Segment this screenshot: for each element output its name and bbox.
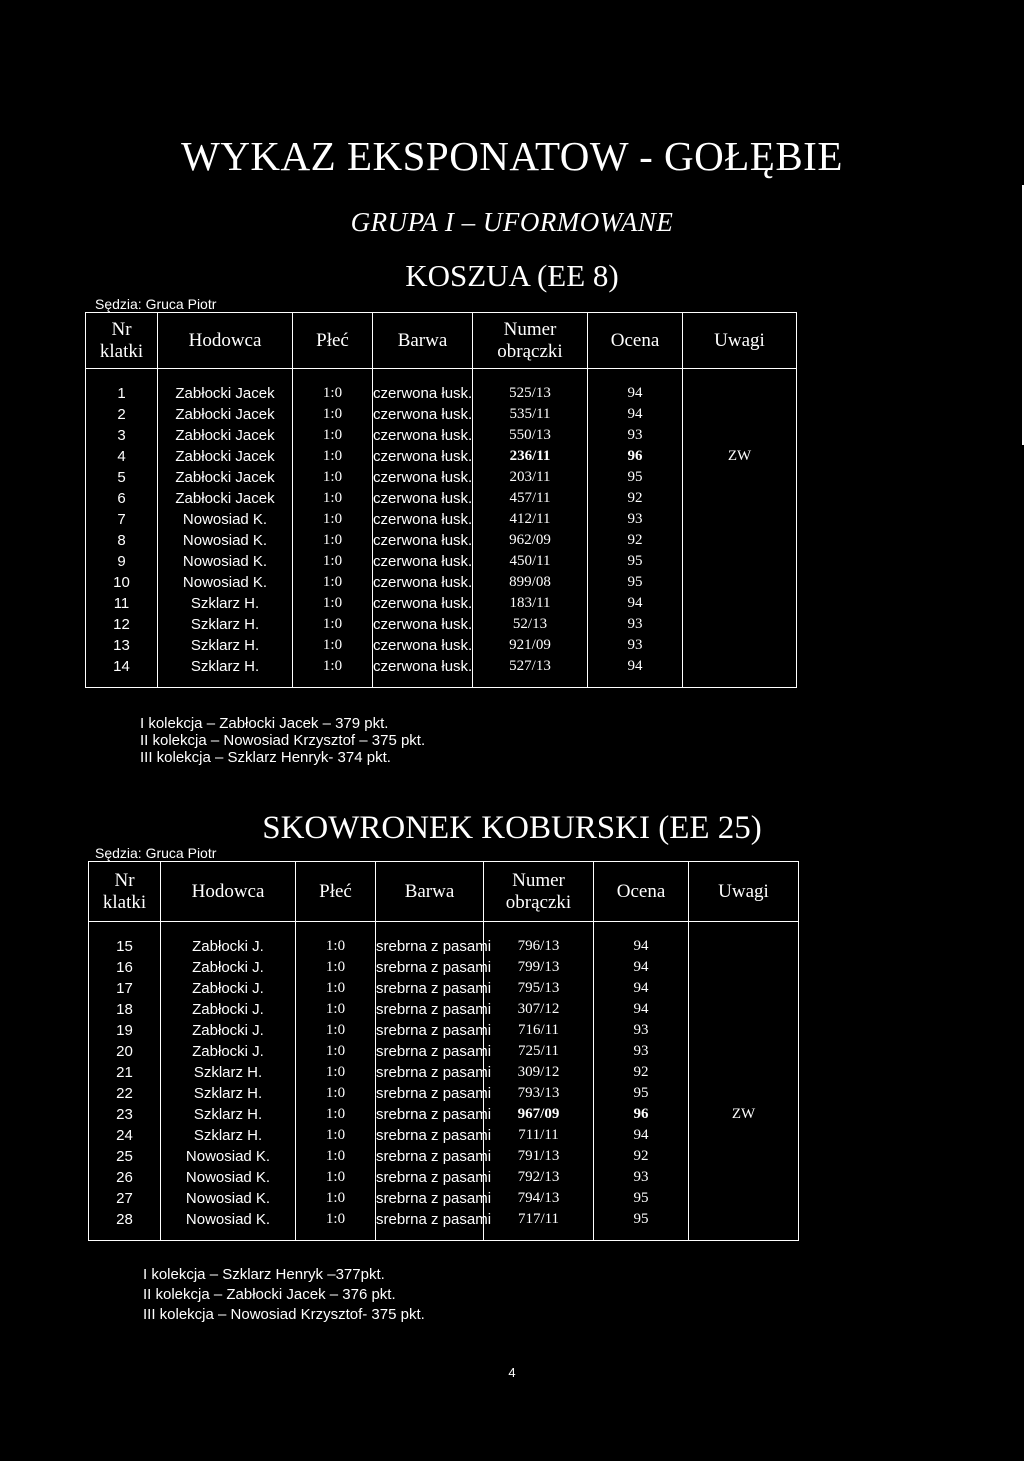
- table-cell-numer: 457/11: [473, 488, 588, 509]
- table-cell-nr: 2: [86, 404, 158, 425]
- table-cell-hodowca: Nowosiad K.: [161, 1188, 296, 1209]
- table-row: [89, 1209, 799, 1230]
- table-cell-barwa: srebrna z pasami: [376, 1169, 492, 1186]
- table-cell-uwagi: [689, 1167, 799, 1188]
- table-cell-barwa: czerwona łusk.: [373, 490, 473, 507]
- table-row: [89, 1125, 799, 1146]
- table-spacer-row: [86, 677, 797, 688]
- table-cell-nr: 13: [86, 635, 158, 656]
- exhibit-table-skowronek: [88, 861, 799, 1241]
- header-numer-obraczki: Numer obrączki: [484, 862, 594, 922]
- header-uwagi: Uwagi: [689, 862, 799, 922]
- table-cell-nr: 21: [89, 1062, 161, 1083]
- table-cell-numer: 525/13: [473, 383, 588, 404]
- table-row: [86, 530, 797, 551]
- table-cell-uwagi: [683, 635, 797, 656]
- document-title: WYKAZ EKSPONATOW - GOŁĘBIE: [181, 133, 843, 179]
- table-cell-hodowca: Szklarz H.: [161, 1083, 296, 1104]
- table-cell-uwagi: [689, 1146, 799, 1167]
- table-cell-barwa: srebrna z pasami: [376, 1085, 492, 1102]
- table-cell-barwa: srebrna z pasami: [376, 959, 492, 976]
- table-cell-barwa: srebrna z pasami: [376, 1190, 492, 1207]
- table-row: [86, 383, 797, 404]
- table-cell-plec: 1:0: [296, 1104, 376, 1125]
- table-cell-ocena: 93: [594, 1020, 689, 1041]
- table-cell-uwagi: [683, 656, 797, 677]
- table-cell-barwa: czerwona łusk.: [373, 595, 473, 612]
- table-cell-nr: 7: [86, 509, 158, 530]
- table-cell-ocena: 96: [594, 1104, 689, 1125]
- table-row: [89, 936, 799, 957]
- table-cell-nr: 22: [89, 1083, 161, 1104]
- table-cell-barwa: czerwona łusk.: [373, 511, 473, 528]
- table-cell-ocena: 92: [588, 488, 683, 509]
- table-cell-nr: 28: [89, 1209, 161, 1230]
- table-cell-numer: 550/13: [473, 425, 588, 446]
- table-cell-barwa: srebrna z pasami: [376, 1022, 492, 1039]
- table-cell-ocena: 94: [588, 404, 683, 425]
- table-cell-hodowca: Szklarz H.: [161, 1125, 296, 1146]
- table-cell-barwa: srebrna z pasami: [376, 980, 492, 997]
- table-cell-uwagi: [689, 978, 799, 999]
- table-cell-plec: 1:0: [296, 936, 376, 957]
- table-cell-hodowca: Zabłocki J.: [161, 978, 296, 999]
- table-cell-numer: 795/13: [484, 978, 594, 999]
- table-cell-uwagi: [683, 488, 797, 509]
- table-cell-ocena: 93: [588, 425, 683, 446]
- table-row: [86, 467, 797, 488]
- table-cell-plec: 1:0: [293, 530, 373, 551]
- header-plec: Płeć: [296, 862, 376, 922]
- table-row: [86, 446, 797, 467]
- table-cell-barwa: czerwona łusk.: [373, 406, 473, 423]
- table-cell-hodowca: Nowosiad K.: [161, 1167, 296, 1188]
- table-row: [89, 1167, 799, 1188]
- table-cell-ocena: 94: [594, 999, 689, 1020]
- table-cell-numer: 794/13: [484, 1188, 594, 1209]
- table-cell-uwagi: [683, 425, 797, 446]
- table-cell-barwa: czerwona łusk.: [373, 427, 473, 444]
- collection-result: III kolekcja – Nowosiad Krzysztof- 375 pkt.: [143, 1306, 425, 1323]
- table-cell-uwagi: [683, 467, 797, 488]
- table-cell-ocena: 95: [588, 551, 683, 572]
- table-cell-uwagi: [689, 1209, 799, 1230]
- table-cell-ocena: 94: [588, 593, 683, 614]
- table-cell-plec: 1:0: [293, 509, 373, 530]
- table-cell-hodowca: Zabłocki Jacek: [158, 467, 293, 488]
- table-cell-numer: 793/13: [484, 1083, 594, 1104]
- collection-results-skowronek: [143, 1265, 425, 1325]
- table-cell-numer: 717/11: [484, 1209, 594, 1230]
- table-cell-nr: 6: [86, 488, 158, 509]
- table-cell-numer: 183/11: [473, 593, 588, 614]
- table-cell-ocena: 94: [594, 1125, 689, 1146]
- table-cell-hodowca: Nowosiad K.: [158, 509, 293, 530]
- table-row: [86, 425, 797, 446]
- table-cell-barwa: srebrna z pasami: [376, 1148, 492, 1165]
- table-cell-nr: 15: [89, 936, 161, 957]
- table-cell-nr: 14: [86, 656, 158, 677]
- collection-result: I kolekcja – Zabłocki Jacek – 379 pkt.: [140, 715, 389, 732]
- header-barwa: Barwa: [376, 862, 484, 922]
- table-cell-barwa: czerwona łusk.: [373, 637, 473, 654]
- table-cell-plec: 1:0: [296, 1083, 376, 1104]
- table-cell-barwa: czerwona łusk.: [373, 658, 473, 675]
- table-cell-uwagi: [689, 1020, 799, 1041]
- table-cell-plec: 1:0: [296, 1020, 376, 1041]
- table-cell-barwa: srebrna z pasami: [376, 1106, 492, 1123]
- table-cell-nr: 27: [89, 1188, 161, 1209]
- table-cell-plec: 1:0: [293, 467, 373, 488]
- header-uwagi: Uwagi: [683, 313, 797, 369]
- table-cell-barwa: srebrna z pasami: [376, 1127, 492, 1144]
- table-cell-ocena: 92: [594, 1146, 689, 1167]
- table-cell-hodowca: Zabłocki J.: [161, 1041, 296, 1062]
- table-cell-nr: 10: [86, 572, 158, 593]
- table-cell-plec: 1:0: [293, 488, 373, 509]
- table-cell-numer: 796/13: [484, 936, 594, 957]
- table-cell-nr: 9: [86, 551, 158, 572]
- table-header-row: [89, 862, 799, 922]
- table-cell-hodowca: Zabłocki J.: [161, 957, 296, 978]
- table-cell-hodowca: Szklarz H.: [158, 593, 293, 614]
- table-cell-hodowca: Nowosiad K.: [158, 530, 293, 551]
- table-cell-ocena: 93: [588, 509, 683, 530]
- table-row: [89, 1041, 799, 1062]
- table-cell-plec: 1:0: [296, 957, 376, 978]
- table-cell-numer: 203/11: [473, 467, 588, 488]
- table-row: [86, 635, 797, 656]
- table-cell-plec: 1:0: [293, 572, 373, 593]
- table-row: [89, 1083, 799, 1104]
- table-cell-hodowca: Zabłocki Jacek: [158, 383, 293, 404]
- table-cell-ocena: 95: [588, 572, 683, 593]
- header-hodowca: Hodowca: [158, 313, 293, 369]
- table-cell-barwa: czerwona łusk.: [373, 574, 473, 591]
- section-title-skowronek: SKOWRONEK KOBURSKI (EE 25): [262, 810, 762, 846]
- table-cell-plec: 1:0: [293, 551, 373, 572]
- table-cell-hodowca: Zabłocki Jacek: [158, 488, 293, 509]
- table-cell-hodowca: Szklarz H.: [158, 635, 293, 656]
- table-row: [86, 656, 797, 677]
- table-cell-uwagi: [689, 1125, 799, 1146]
- judge-label: Sędzia: Gruca Piotr: [95, 845, 217, 861]
- table-cell-uwagi: [683, 614, 797, 635]
- table-cell-hodowca: Zabłocki J.: [161, 936, 296, 957]
- table-cell-nr: 18: [89, 999, 161, 1020]
- table-cell-barwa: czerwona łusk.: [373, 532, 473, 549]
- table-cell-hodowca: Szklarz H.: [161, 1104, 296, 1125]
- table-row: [86, 614, 797, 635]
- table-cell-ocena: 95: [594, 1083, 689, 1104]
- table-cell-nr: 24: [89, 1125, 161, 1146]
- header-ocena: Ocena: [594, 862, 689, 922]
- table-cell-nr: 17: [89, 978, 161, 999]
- table-cell-ocena: 95: [588, 467, 683, 488]
- table-cell-plec: 1:0: [296, 1062, 376, 1083]
- table-spacer-row: [89, 1230, 799, 1241]
- table-cell-ocena: 92: [588, 530, 683, 551]
- table-cell-numer: 527/13: [473, 656, 588, 677]
- table-cell-hodowca: Szklarz H.: [161, 1062, 296, 1083]
- table-cell-nr: 3: [86, 425, 158, 446]
- table-cell-ocena: 95: [594, 1209, 689, 1230]
- table-cell-ocena: 95: [594, 1188, 689, 1209]
- table-cell-barwa: czerwona łusk.: [373, 385, 473, 402]
- table-cell-ocena: 93: [594, 1167, 689, 1188]
- table-cell-uwagi: [689, 957, 799, 978]
- table-cell-uwagi: [683, 551, 797, 572]
- table-cell-nr: 23: [89, 1104, 161, 1125]
- table-cell-uwagi: [683, 509, 797, 530]
- table-cell-nr: 26: [89, 1167, 161, 1188]
- group-subtitle: GRUPA I – UFORMOWANE: [350, 207, 674, 237]
- table-cell-numer: 899/08: [473, 572, 588, 593]
- table-cell-ocena: 94: [588, 656, 683, 677]
- table-cell-plec: 1:0: [296, 1146, 376, 1167]
- table-cell-nr: 20: [89, 1041, 161, 1062]
- table-cell-uwagi: [683, 572, 797, 593]
- table-row: [89, 999, 799, 1020]
- table-cell-numer: 307/12: [484, 999, 594, 1020]
- table-cell-hodowca: Nowosiad K.: [158, 551, 293, 572]
- table-cell-plec: 1:0: [296, 1125, 376, 1146]
- table-cell-barwa: czerwona łusk.: [373, 616, 473, 633]
- table-cell-nr: 1: [86, 383, 158, 404]
- table-cell-uwagi: [689, 1041, 799, 1062]
- table-cell-plec: 1:0: [296, 1041, 376, 1062]
- table-cell-hodowca: Nowosiad K.: [158, 572, 293, 593]
- table-cell-nr: 5: [86, 467, 158, 488]
- table-cell-plec: 1:0: [293, 593, 373, 614]
- table-cell-barwa: czerwona łusk.: [373, 448, 473, 465]
- table-cell-plec: 1:0: [293, 383, 373, 404]
- table-cell-numer: 725/11: [484, 1041, 594, 1062]
- table-cell-uwagi: [683, 530, 797, 551]
- table-cell-numer: 921/09: [473, 635, 588, 656]
- table-cell-uwagi: [683, 404, 797, 425]
- table-row: [89, 1062, 799, 1083]
- table-cell-numer: 412/11: [473, 509, 588, 530]
- table-cell-barwa: czerwona łusk.: [373, 553, 473, 570]
- table-cell-hodowca: Zabłocki J.: [161, 1020, 296, 1041]
- table-cell-numer: 799/13: [484, 957, 594, 978]
- table-cell-uwagi: [689, 1062, 799, 1083]
- table-row: [89, 978, 799, 999]
- header-numer-obraczki: Numer obrączki: [473, 313, 588, 369]
- table-cell-barwa: srebrna z pasami: [376, 1043, 492, 1060]
- table-cell-plec: 1:0: [293, 404, 373, 425]
- table-cell-nr: 25: [89, 1146, 161, 1167]
- table-cell-numer: 52/13: [473, 614, 588, 635]
- header-nr-klatki: Nr klatki: [89, 862, 161, 922]
- table-cell-hodowca: Zabłocki Jacek: [158, 425, 293, 446]
- table-cell-numer: 535/11: [473, 404, 588, 425]
- table-cell-hodowca: Nowosiad K.: [161, 1209, 296, 1230]
- header-barwa: Barwa: [373, 313, 473, 369]
- table-cell-uwagi: [689, 1083, 799, 1104]
- page-number: 4: [508, 1365, 516, 1380]
- table-cell-uwagi: [683, 383, 797, 404]
- table-cell-plec: 1:0: [296, 999, 376, 1020]
- table-row: [89, 1020, 799, 1041]
- table-cell-barwa: srebrna z pasami: [376, 1064, 492, 1081]
- table-cell-numer: 716/11: [484, 1020, 594, 1041]
- table-row: [86, 572, 797, 593]
- table-cell-plec: 1:0: [296, 978, 376, 999]
- table-row: [89, 1104, 799, 1125]
- table-cell-barwa: srebrna z pasami: [376, 938, 492, 955]
- table-cell-numer: 236/11: [473, 446, 588, 467]
- table-cell-uwagi: ZW: [683, 446, 797, 467]
- exhibit-table-koszua: [85, 312, 797, 688]
- table-cell-ocena: 96: [588, 446, 683, 467]
- table-cell-nr: 19: [89, 1020, 161, 1041]
- table-cell-numer: 791/13: [484, 1146, 594, 1167]
- table-cell-plec: 1:0: [293, 656, 373, 677]
- collection-result: I kolekcja – Szklarz Henryk –377pkt.: [143, 1266, 385, 1283]
- table-cell-numer: 962/09: [473, 530, 588, 551]
- table-cell-hodowca: Zabłocki J.: [161, 999, 296, 1020]
- table-cell-plec: 1:0: [293, 446, 373, 467]
- table-cell-plec: 1:0: [293, 614, 373, 635]
- table-cell-ocena: 94: [594, 957, 689, 978]
- table-cell-ocena: 94: [594, 936, 689, 957]
- table-row: [89, 1188, 799, 1209]
- table-row: [86, 509, 797, 530]
- collection-result: II kolekcja – Nowosiad Krzysztof – 375 pkt.: [140, 732, 426, 749]
- table-cell-nr: 8: [86, 530, 158, 551]
- table-row: [86, 593, 797, 614]
- header-nr-klatki: Nr klatki: [86, 313, 158, 369]
- table-cell-numer: 450/11: [473, 551, 588, 572]
- section-title-koszua: KOSZUA (EE 8): [405, 258, 619, 293]
- table-spacer-row: [89, 922, 799, 937]
- table-cell-ocena: 93: [588, 614, 683, 635]
- table-cell-plec: 1:0: [296, 1209, 376, 1230]
- table-cell-plec: 1:0: [296, 1167, 376, 1188]
- judge-label: Sędzia: Gruca Piotr: [95, 296, 217, 312]
- table-header-row: [86, 313, 797, 369]
- collection-result: III kolekcja – Szklarz Henryk- 374 pkt.: [140, 749, 391, 766]
- header-hodowca: Hodowca: [161, 862, 296, 922]
- collection-results-koszua: [140, 715, 425, 766]
- collection-result: II kolekcja – Zabłocki Jacek – 376 pkt.: [143, 1286, 396, 1303]
- table-spacer-row: [86, 369, 797, 384]
- table-cell-nr: 12: [86, 614, 158, 635]
- table-cell-plec: 1:0: [296, 1188, 376, 1209]
- table-cell-numer: 711/11: [484, 1125, 594, 1146]
- table-cell-hodowca: Nowosiad K.: [161, 1146, 296, 1167]
- table-row: [86, 551, 797, 572]
- table-cell-plec: 1:0: [293, 425, 373, 446]
- table-cell-barwa: czerwona łusk.: [373, 469, 473, 486]
- table-cell-ocena: 94: [588, 383, 683, 404]
- table-cell-ocena: 94: [594, 978, 689, 999]
- table-cell-hodowca: Zabłocki Jacek: [158, 404, 293, 425]
- table-row: [89, 957, 799, 978]
- table-row: [86, 404, 797, 425]
- table-cell-nr: 4: [86, 446, 158, 467]
- table-cell-ocena: 93: [594, 1041, 689, 1062]
- table-cell-barwa: srebrna z pasami: [376, 1211, 492, 1228]
- table-cell-barwa: srebrna z pasami: [376, 1001, 492, 1018]
- table-cell-numer: 792/13: [484, 1167, 594, 1188]
- table-cell-uwagi: [689, 999, 799, 1020]
- table-cell-plec: 1:0: [293, 635, 373, 656]
- table-cell-nr: 16: [89, 957, 161, 978]
- table-cell-hodowca: Zabłocki Jacek: [158, 446, 293, 467]
- table-cell-hodowca: Szklarz H.: [158, 614, 293, 635]
- table-cell-ocena: 92: [594, 1062, 689, 1083]
- table-cell-uwagi: [689, 1188, 799, 1209]
- header-ocena: Ocena: [588, 313, 683, 369]
- table-row: [86, 488, 797, 509]
- table-row: [89, 1146, 799, 1167]
- table-cell-hodowca: Szklarz H.: [158, 656, 293, 677]
- table-cell-uwagi: ZW: [689, 1104, 799, 1125]
- table-cell-numer: 309/12: [484, 1062, 594, 1083]
- table-cell-uwagi: [689, 936, 799, 957]
- table-cell-numer: 967/09: [484, 1104, 594, 1125]
- header-plec: Płeć: [293, 313, 373, 369]
- table-cell-ocena: 93: [588, 635, 683, 656]
- table-cell-uwagi: [683, 593, 797, 614]
- table-cell-nr: 11: [86, 593, 158, 614]
